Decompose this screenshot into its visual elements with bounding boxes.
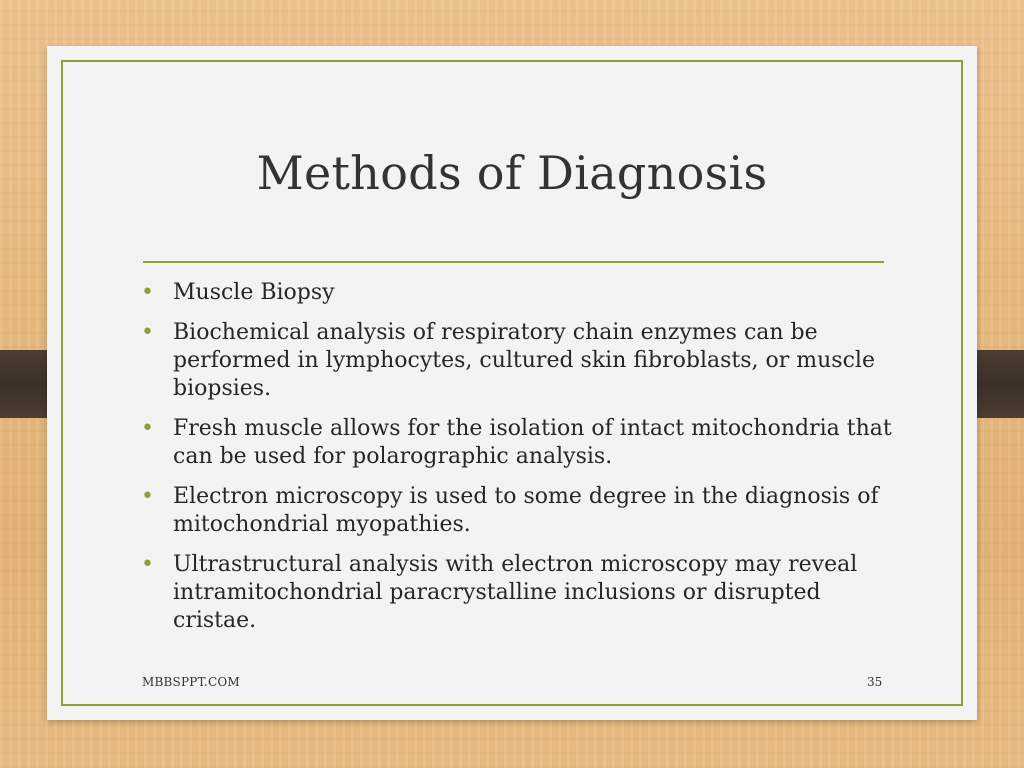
bullet-text: Electron microscopy is used to some degree in the diagnosis of mitochondrial myopathies. [173,484,879,537]
bullet-item [137,319,897,403]
title-divider [143,261,884,263]
bullet-text: Fresh muscle allows for the isolation of intact mitochondria that can be used for polarographic analysis. [173,416,892,469]
bullet-text: Biochemical analysis of respiratory chain enzymes can be performed in lymphocytes, cultured skin fibroblasts, or muscle biopsies. [173,320,875,401]
bullet-dot-icon: • [141,416,154,441]
bullet-text: Muscle Biopsy [173,280,335,305]
slide-title: Methods of Diagnosis [256,146,768,200]
bullet-list [137,279,897,647]
bullet-text: Ultrastructural analysis with electron microscopy may reveal intramitochondrial paracrystalline inclusions or disrupted cristae. [173,552,858,633]
slide-card [47,46,977,720]
page-number: 35 [867,675,883,689]
bullet-item [137,415,897,471]
bullet-dot-icon: • [141,280,154,305]
bullet-dot-icon: • [141,320,154,345]
bullet-item [137,551,897,635]
bullet-dot-icon: • [141,552,154,577]
footer-source: MBBSPPT.COM [142,675,240,689]
bullet-dot-icon: • [141,484,154,509]
bullet-item [137,483,897,539]
bullet-item [137,279,897,307]
